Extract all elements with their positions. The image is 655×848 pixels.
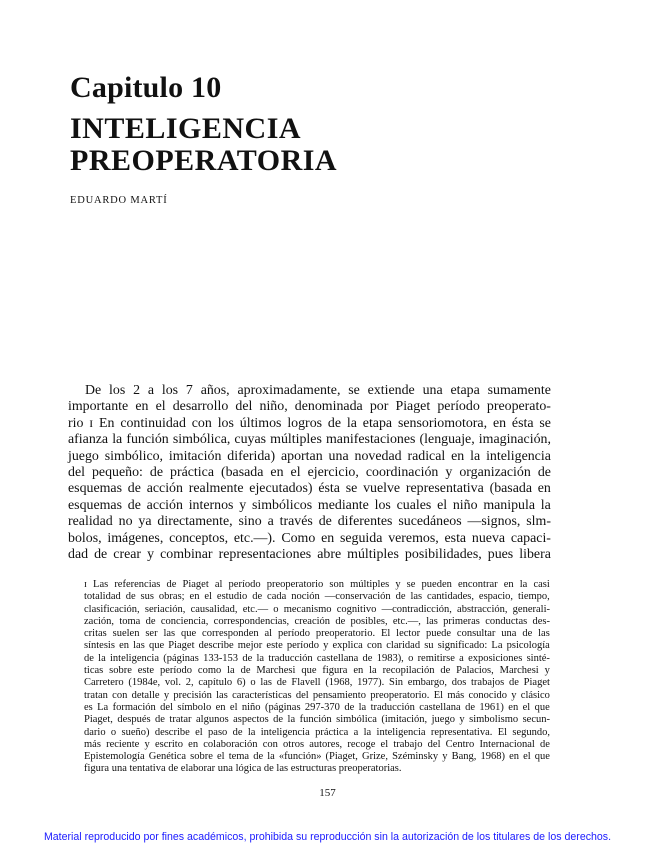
footnote-line: es La formación del símbolo en el niño (páginas 297-370 de la traducción castellana de 1961) en el que	[84, 701, 550, 713]
body-line: del pequeño: de práctica (basada en el ejercicio, coordinación y organización de	[68, 465, 551, 481]
chapter-title	[70, 113, 337, 177]
footnote-line: Carretero (1984e, vol. 2, capítulo 6) o las de Flavell (1968, 1977). Sin embargo, dos trabajos de Piaget	[84, 677, 550, 689]
chapter-heading: Capitulo 10	[70, 71, 222, 104]
page-number: 157	[319, 787, 336, 799]
footnote-line: critas suelen ser las que corresponden al período preoperatorio. El lector puede consultar una de las	[84, 628, 550, 640]
footnote-line: Piaget, después de tratar algunos aspectos de la función simbólica (imitación, juego y simbolismo secun-	[84, 714, 550, 726]
body-line: esquemas de acción internos y simbólicos mediante los cuales el niño manipula la	[68, 497, 551, 513]
footnote-line: tratan con detalle y precisión las características del pensamiento preoperatorio. El más conocido y clásico	[84, 689, 550, 701]
footnote-line: ɪ Las referencias de Piaget al período preoperatorio son múltiples y se pueden encontrar en la casi	[84, 579, 550, 590]
footnote-line: ticas sobre este período como la de Marchesi que figura en la recopilación de Palacios, Marchesi y	[84, 665, 550, 677]
copyright-notice: Material reproducido por fines académicos, prohibida su reproducción sin la autorización de los titulares de los derechos.	[43, 831, 612, 843]
footnote-line: figura una tentativa de elaborar una lógica de las estructuras preoperatorias.	[84, 763, 402, 775]
footnote-line: dario o sueño) describe el paso de la inteligencia práctica a la inteligencia representativa. El segundo,	[84, 726, 550, 738]
body-paragraph	[68, 383, 551, 563]
author-name: EDUARDO MARTÍ	[70, 195, 168, 206]
footnote-line: más reciente y escrito en colaboración con otros autores, recoge el trabajo del Centro Internacional de	[84, 738, 550, 750]
title-line: PREOPERATORIA	[70, 144, 338, 177]
footnote	[84, 579, 550, 776]
footnote-line: síntesis en las que Piaget describe mejor este período y explica con claridad su significado: La psicología	[84, 640, 550, 652]
body-line: dad de crear y combinar representaciones abre múltiples posibilidades, pues libera	[68, 547, 551, 563]
body-line: importante en el desarrollo del niño, denominada por Piaget período preoperato-	[68, 399, 551, 415]
footnote-line: de la inteligencia (páginas 133-153 de la traducción castellana de 1983), o remitirse a exposiciones sinté-	[84, 652, 550, 664]
body-line: De los 2 a los 7 años, aproximadamente, se extiende una etapa sumamente	[85, 383, 551, 398]
footnote-line: zación, toma de conciencia, correspondencias, creación de posibles, etc.—, las primeras conductas des-	[84, 615, 550, 627]
footnote-line: clasificación, seriación, causalidad, etc.— o mecanismo cognitivo —contradicción, abstracción, generali-	[84, 603, 550, 615]
footnote-line: totalidad de sus obras; en el estudio de cada noción —conservación de las cantidades, espacio, tiempo,	[84, 591, 550, 603]
body-line: rio ɪ En continuidad con los últimos logros de la etapa sensoriomotora, en ésta se	[68, 415, 551, 431]
body-line: realidad no ya directamente, sino a través de diferentes sucedáneos —signos, slm-	[68, 514, 551, 530]
body-line: esquemas de acción realmente ejecutados) ésta se vuelve representativa (basada en	[68, 481, 551, 497]
body-line: afianza la función simbólica, cuyas múltiples manifestaciones (lenguaje, imaginación,	[68, 432, 551, 448]
footnote-line: Epistemología Genética sobre el tema de la «función» (Piaget, Grize, Széminsky y Bang, 1968) en el que	[84, 751, 550, 763]
body-line: juego simbólico, imitación diferida) aportan una novedad radical en la inteligencia	[68, 448, 551, 464]
title-line: INTELIGENCIA	[70, 112, 302, 145]
body-line: bolos, imágenes, conceptos, etc.—). Como en seguida veremos, esta nueva capaci-	[68, 530, 551, 546]
